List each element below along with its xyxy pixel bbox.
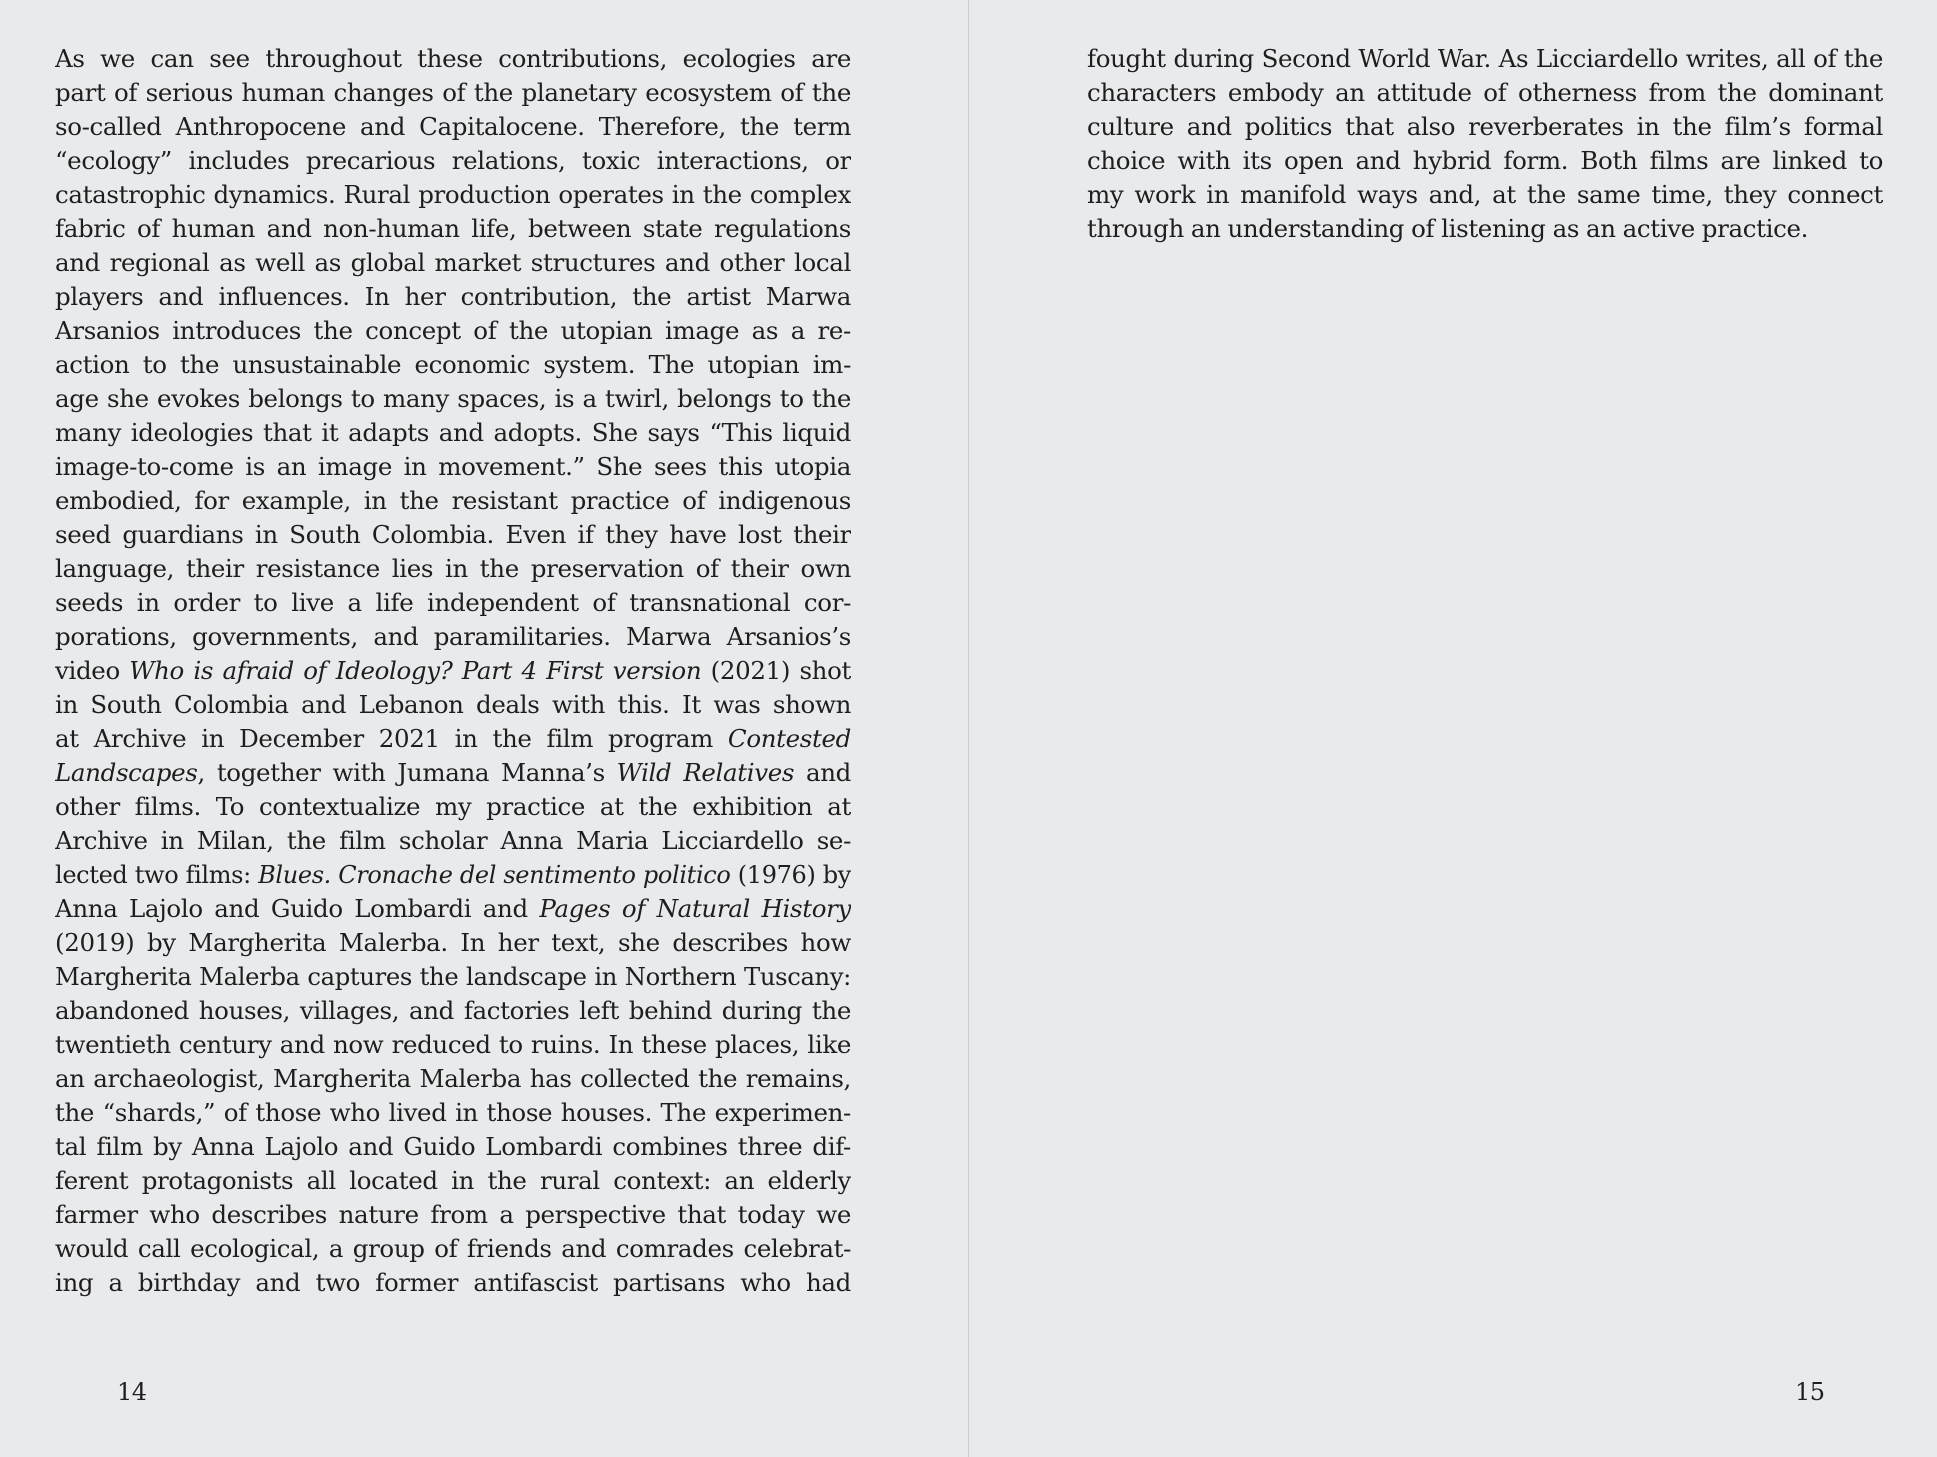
text-line: choice with its open and hybrid form. Both films are linked to <box>1087 146 1883 175</box>
text-line: abandoned houses, villages, and factories left behind during the <box>55 996 851 1025</box>
text-line: tal film by Anna Lajolo and Guido Lombardi combines three dif- <box>55 1132 851 1161</box>
text-line: seeds in order to live a life independent of transnational cor- <box>55 588 851 617</box>
text-line: so-called Anthropocene and Capitalocene. Therefore, the term <box>55 112 851 141</box>
text-line: through an understanding of listening as an active practice. <box>1087 214 1809 243</box>
text-line <box>55 858 851 892</box>
text-line: catastrophic dynamics. Rural production operates in the complex <box>55 180 851 209</box>
program-title: Contested <box>727 724 851 753</box>
text-run: Anna Lajolo and Guido Lombardi and <box>55 894 540 923</box>
text-run: at Archive in December 2021 in the film program <box>55 724 728 753</box>
text-line: an archaeologist, Margherita Malerba has collected the remains, <box>55 1064 851 1093</box>
text-line: age she evokes belongs to many spaces, is a twirl, belongs to the <box>55 384 851 413</box>
text-line: Margherita Malerba captures the landscape in Northern Tuscany: <box>55 962 851 991</box>
text-run: and <box>794 758 851 787</box>
text-line: ing a birthday and two former antifascist partisans who had <box>55 1268 851 1297</box>
text-run: (1976) by <box>730 861 851 889</box>
text-line: in South Colombia and Lebanon deals with this. It was shown <box>55 690 851 719</box>
text-line: my work in manifold ways and, at the same time, they connect <box>1087 180 1883 209</box>
text-line: culture and politics that also reverberates in the film’s formal <box>1087 112 1883 141</box>
film-title: Wild Relatives <box>616 758 795 787</box>
text-line: action to the unsustainable economic system. The utopian im- <box>55 350 851 379</box>
text-line: the “shards,” of those who lived in those houses. The experimen- <box>55 1098 851 1127</box>
text-line <box>55 892 851 926</box>
text-line: language, their resistance lies in the preservation of their own <box>55 554 851 583</box>
text-line <box>55 654 851 688</box>
page-number-right: 15 <box>1795 1378 1825 1406</box>
text-line: fabric of human and non-human life, between state regulations <box>55 214 851 243</box>
text-run: (2021) shot <box>701 656 851 685</box>
page-number-left: 14 <box>117 1378 147 1406</box>
text-run: , together with Jumana Manna’s <box>197 758 617 787</box>
right-body-text <box>1087 42 1883 246</box>
film-title: Blues. Cronache del sentimento politico <box>258 861 731 889</box>
right-page <box>969 0 1937 1457</box>
program-title: Landscapes <box>55 758 198 787</box>
text-line: part of serious human changes of the planetary ecosystem of the <box>55 78 851 107</box>
text-line: other films. To contextualize my practice at the exhibition at <box>55 792 851 821</box>
text-line <box>55 722 851 756</box>
text-line <box>55 756 851 790</box>
text-run: lected two films: <box>55 861 259 889</box>
text-line: players and influences. In her contribution, the artist Marwa <box>55 282 851 311</box>
text-line: Arsanios introduces the concept of the utopian image as a re- <box>55 316 851 345</box>
text-line: fought during Second World War. As Licciardello writes, all of the <box>1087 44 1883 73</box>
text-line: “ecology” includes precarious relations, toxic interactions, or <box>55 146 851 175</box>
text-line: and regional as well as global market structures and other local <box>55 248 851 277</box>
text-line: seed guardians in South Colombia. Even if they have lost their <box>55 520 851 549</box>
text-line: image-to-come is an image in movement.” She sees this utopia <box>55 452 851 481</box>
text-line: As we can see throughout these contributions, ecologies are <box>55 44 851 73</box>
left-page <box>0 0 968 1457</box>
film-title: Pages of Natural History <box>539 894 851 923</box>
text-run: video <box>55 656 130 685</box>
text-line: twentieth century and now reduced to ruins. In these places, like <box>55 1030 851 1059</box>
text-line: porations, governments, and paramilitaries. Marwa Arsanios’s <box>55 622 851 651</box>
text-line: (2019) by Margherita Malerba. In her text, she describes how <box>55 928 851 957</box>
left-body-text <box>55 42 851 1300</box>
text-line: would call ecological, a group of friends and comrades celebrat- <box>55 1234 851 1263</box>
text-line: embodied, for example, in the resistant practice of indigenous <box>55 486 851 515</box>
text-line: characters embody an attitude of otherness from the dominant <box>1087 78 1883 107</box>
text-line: farmer who describes nature from a perspective that today we <box>55 1200 851 1229</box>
film-title: Who is afraid of Ideology? Part 4 First version <box>129 656 702 685</box>
text-line: Archive in Milan, the film scholar Anna Maria Licciardello se- <box>55 826 851 855</box>
text-line: many ideologies that it adapts and adopts. She says “This liquid <box>55 418 851 447</box>
text-line: ferent protagonists all located in the rural context: an elderly <box>55 1166 851 1195</box>
